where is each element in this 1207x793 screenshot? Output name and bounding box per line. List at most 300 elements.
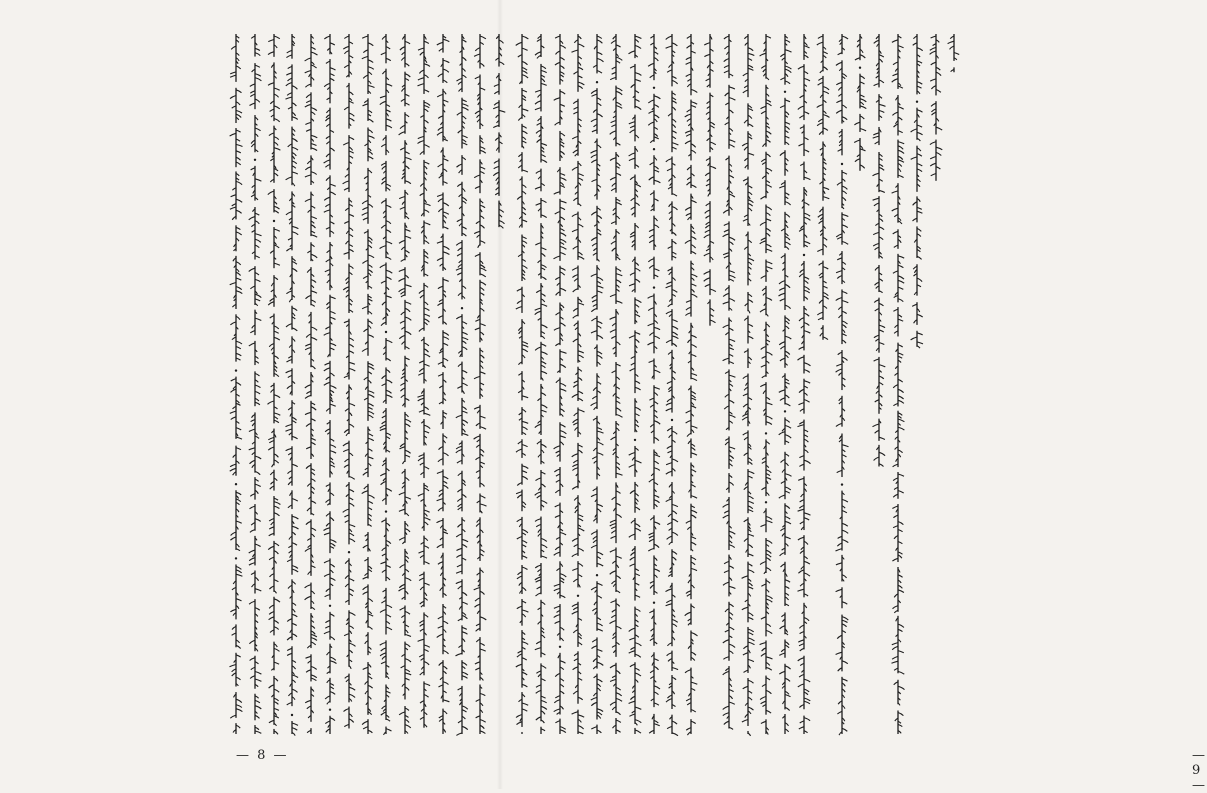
letter-stroke xyxy=(362,306,368,308)
letter-stroke xyxy=(330,317,336,319)
letter-stroke xyxy=(748,108,753,110)
letter-stroke xyxy=(424,431,429,433)
letter-stroke xyxy=(541,155,546,157)
letter-stroke xyxy=(893,478,898,481)
letter-stroke xyxy=(311,327,317,330)
letter-stroke xyxy=(344,429,349,432)
letter-stroke xyxy=(574,630,579,633)
letter-stroke xyxy=(311,501,316,504)
letter-stroke xyxy=(748,583,753,586)
letter-stroke xyxy=(892,79,898,83)
letter-stroke xyxy=(686,307,691,310)
letter-stroke xyxy=(455,581,461,583)
script-glyphs xyxy=(228,30,244,734)
letter-stroke xyxy=(560,727,566,730)
letter-stroke xyxy=(292,161,297,164)
letter-stroke xyxy=(368,265,372,268)
letter-stroke xyxy=(837,536,841,538)
letter-stroke xyxy=(522,220,527,222)
letter-stroke xyxy=(541,472,545,474)
letter-stroke xyxy=(274,580,278,582)
letter-stroke xyxy=(654,544,659,547)
letter-stroke xyxy=(424,308,429,311)
letter-stroke xyxy=(742,73,747,76)
letter-stroke xyxy=(443,100,448,102)
letter-stroke xyxy=(522,556,527,559)
letter-stroke xyxy=(368,415,373,418)
punctuation-mark xyxy=(596,81,598,83)
letter-stroke xyxy=(230,464,236,467)
letter-stroke xyxy=(898,256,904,258)
letter-stroke xyxy=(311,528,316,531)
letter-stroke xyxy=(311,47,316,50)
text-column xyxy=(589,30,605,734)
letter-stroke xyxy=(555,51,560,54)
letter-stroke xyxy=(381,562,387,564)
letter-stroke xyxy=(898,389,904,392)
letter-stroke xyxy=(268,617,273,620)
letter-stroke xyxy=(898,530,903,532)
letter-stroke xyxy=(860,76,865,79)
letter-stroke xyxy=(560,661,566,664)
letter-stroke xyxy=(912,218,917,221)
letter-stroke xyxy=(555,696,560,698)
letter-stroke xyxy=(874,457,879,460)
letter-stroke xyxy=(405,181,411,184)
letter-stroke xyxy=(837,635,842,638)
letter-stroke xyxy=(704,43,710,46)
letter-stroke xyxy=(330,451,336,454)
letter-stroke xyxy=(898,427,904,430)
letter-stroke xyxy=(842,624,847,627)
letter-stroke xyxy=(860,106,866,109)
letter-stroke xyxy=(560,91,565,94)
letter-stroke xyxy=(649,539,654,542)
letter-stroke xyxy=(591,308,597,311)
letter-stroke xyxy=(362,586,367,589)
letter-stroke xyxy=(616,102,622,105)
letter-stroke xyxy=(305,71,311,73)
letter-stroke xyxy=(249,460,255,464)
letter-stroke xyxy=(327,701,330,704)
letter-stroke xyxy=(535,101,541,104)
letter-stroke xyxy=(462,383,468,386)
letter-stroke xyxy=(842,186,847,189)
letter-stroke xyxy=(748,336,753,339)
letter-stroke xyxy=(248,217,254,220)
letter-stroke xyxy=(779,390,785,393)
letter-stroke xyxy=(798,403,804,405)
letter-stroke xyxy=(592,639,597,642)
letter-stroke xyxy=(248,448,254,450)
letter-stroke xyxy=(704,271,710,274)
letter-stroke xyxy=(654,327,660,329)
letter-stroke xyxy=(574,607,579,610)
letter-stroke xyxy=(343,143,349,146)
letter-stroke xyxy=(704,278,710,282)
letter-stroke xyxy=(893,403,898,405)
letter-stroke xyxy=(874,203,879,206)
letter-stroke xyxy=(462,75,466,78)
letter-stroke xyxy=(560,201,567,203)
letter-stroke xyxy=(667,726,672,728)
letter-stroke xyxy=(255,385,261,388)
letter-stroke xyxy=(691,633,698,637)
letter-stroke xyxy=(766,213,770,216)
letter-stroke xyxy=(399,712,405,715)
letter-stroke xyxy=(255,128,261,131)
letter-stroke xyxy=(742,143,748,146)
letter-stroke xyxy=(292,308,297,311)
letter-stroke xyxy=(591,697,597,700)
letter-stroke xyxy=(286,97,293,99)
punctuation-mark xyxy=(652,286,654,288)
letter-stroke xyxy=(893,526,898,528)
letter-stroke xyxy=(578,515,583,517)
text-column xyxy=(721,30,737,734)
letter-stroke xyxy=(250,168,254,170)
letter-stroke xyxy=(386,110,391,112)
letter-stroke xyxy=(386,433,391,435)
letter-stroke xyxy=(236,151,241,153)
letter-stroke xyxy=(438,362,443,364)
letter-stroke xyxy=(610,665,616,668)
letter-stroke xyxy=(380,653,386,656)
letter-stroke xyxy=(236,157,241,160)
letter-stroke xyxy=(386,84,392,86)
letter-stroke xyxy=(424,145,430,148)
letter-stroke xyxy=(630,126,635,128)
letter-stroke xyxy=(386,296,392,298)
letter-stroke xyxy=(842,445,849,447)
letter-stroke xyxy=(311,52,318,55)
letter-stroke xyxy=(823,187,829,189)
letter-stroke xyxy=(541,545,547,548)
letter-stroke xyxy=(597,428,602,430)
letter-stroke xyxy=(879,376,884,379)
letter-stroke xyxy=(936,167,940,169)
letter-stroke xyxy=(361,491,367,494)
letter-stroke xyxy=(611,527,616,529)
letter-stroke xyxy=(403,461,406,464)
letter-stroke xyxy=(274,245,279,248)
letter-stroke xyxy=(292,436,298,439)
letter-stroke xyxy=(381,281,386,283)
letter-stroke xyxy=(842,225,848,228)
letter-stroke xyxy=(405,347,410,350)
letter-stroke xyxy=(804,689,809,692)
script-glyphs xyxy=(397,30,413,734)
letter-stroke xyxy=(760,309,766,312)
letter-stroke xyxy=(855,140,861,143)
letter-stroke xyxy=(729,175,734,178)
letter-stroke xyxy=(269,557,274,560)
letter-stroke xyxy=(780,626,785,629)
letter-stroke xyxy=(560,104,565,106)
letter-stroke xyxy=(635,730,641,733)
letter-stroke xyxy=(649,730,654,733)
letter-stroke xyxy=(804,323,809,326)
letter-stroke xyxy=(917,342,923,344)
letter-stroke xyxy=(597,649,602,651)
letter-stroke xyxy=(349,137,354,140)
letter-stroke xyxy=(823,128,828,131)
letter-stroke xyxy=(879,325,885,328)
letter-stroke xyxy=(325,721,330,724)
letter-stroke xyxy=(635,609,640,612)
letter-stroke xyxy=(616,514,622,517)
letter-stroke xyxy=(368,407,373,409)
letter-stroke xyxy=(804,177,810,179)
letter-stroke xyxy=(274,543,279,546)
letter-stroke xyxy=(873,243,879,246)
letter-stroke xyxy=(817,42,823,45)
letter-stroke xyxy=(405,497,411,499)
letter-stroke xyxy=(249,658,254,661)
letter-stroke xyxy=(255,234,262,236)
letter-stroke xyxy=(405,725,411,728)
letter-stroke xyxy=(231,389,237,392)
letter-stroke xyxy=(424,354,430,357)
letter-stroke xyxy=(729,144,735,147)
letter-stroke xyxy=(629,130,634,133)
letter-stroke xyxy=(424,105,429,107)
letter-stroke xyxy=(724,71,729,73)
letter-stroke xyxy=(560,730,566,733)
letter-stroke xyxy=(799,274,804,278)
letter-stroke xyxy=(269,109,273,111)
letter-stroke xyxy=(443,227,448,229)
letter-stroke xyxy=(462,407,467,410)
letter-stroke xyxy=(766,568,771,571)
letter-stroke xyxy=(522,61,528,64)
letter-stroke xyxy=(522,703,528,705)
letter-stroke xyxy=(274,106,280,109)
letter-stroke xyxy=(766,710,771,713)
letter-stroke xyxy=(798,537,804,540)
letter-stroke xyxy=(743,646,748,649)
letter-stroke xyxy=(536,130,541,133)
letter-stroke xyxy=(672,733,678,736)
letter-stroke xyxy=(457,253,462,256)
letter-stroke xyxy=(910,129,916,132)
letter-stroke xyxy=(722,234,728,237)
letter-stroke xyxy=(672,511,677,514)
letter-stroke xyxy=(349,687,355,690)
letter-stroke xyxy=(255,53,260,56)
letter-stroke xyxy=(287,702,292,705)
letter-stroke xyxy=(457,184,462,187)
letter-stroke xyxy=(668,643,673,646)
letter-stroke xyxy=(672,459,678,462)
letter-stroke xyxy=(236,570,242,573)
letter-stroke xyxy=(462,494,466,497)
letter-stroke xyxy=(578,256,584,259)
letter-stroke xyxy=(386,125,392,128)
letter-stroke xyxy=(898,353,903,355)
letter-stroke xyxy=(462,706,468,709)
letter-stroke xyxy=(687,182,692,185)
letter-stroke xyxy=(578,82,584,85)
letter-stroke xyxy=(879,167,884,170)
letter-stroke xyxy=(522,342,528,345)
letter-stroke xyxy=(267,401,274,404)
letter-stroke xyxy=(437,94,443,97)
letter-stroke xyxy=(560,45,566,48)
letter-stroke xyxy=(516,307,522,310)
letter-stroke xyxy=(597,215,602,218)
letter-stroke xyxy=(729,415,735,418)
script-glyphs xyxy=(627,30,643,734)
letter-stroke xyxy=(724,230,729,232)
letter-stroke xyxy=(541,352,548,355)
letter-stroke xyxy=(785,382,790,384)
letter-stroke xyxy=(368,255,374,258)
letter-stroke xyxy=(478,245,480,248)
letter-stroke xyxy=(616,301,622,304)
script-glyphs xyxy=(871,30,887,734)
letter-stroke xyxy=(438,199,443,202)
letter-stroke xyxy=(724,511,729,514)
letter-stroke xyxy=(424,467,429,470)
letter-stroke xyxy=(647,296,653,299)
letter-stroke xyxy=(560,246,566,249)
letter-stroke xyxy=(480,720,486,723)
letter-stroke xyxy=(311,438,316,440)
letter-stroke xyxy=(522,36,528,39)
letter-stroke xyxy=(592,295,597,298)
letter-stroke xyxy=(287,637,292,640)
letter-stroke xyxy=(516,449,522,452)
letter-stroke xyxy=(306,295,312,298)
letter-stroke xyxy=(306,656,312,658)
letter-stroke xyxy=(255,391,260,394)
letter-stroke xyxy=(368,151,373,154)
script-glyphs xyxy=(570,30,586,734)
letter-stroke xyxy=(610,520,616,523)
letter-stroke xyxy=(362,577,367,579)
letter-stroke xyxy=(516,42,522,45)
script-glyphs xyxy=(247,30,263,734)
letter-stroke xyxy=(766,416,772,419)
letter-stroke xyxy=(591,587,597,590)
letter-stroke xyxy=(560,409,565,412)
punctuation-mark xyxy=(272,220,274,222)
letter-stroke xyxy=(255,318,261,320)
letter-stroke xyxy=(476,628,480,631)
letter-stroke xyxy=(823,115,830,118)
letter-stroke xyxy=(274,698,279,701)
letter-stroke xyxy=(704,253,710,256)
letter-stroke xyxy=(311,566,315,568)
letter-stroke xyxy=(691,426,697,428)
letter-stroke xyxy=(236,382,241,385)
letter-stroke xyxy=(231,532,236,535)
letter-stroke xyxy=(837,149,841,151)
letter-stroke xyxy=(591,274,597,277)
letter-stroke xyxy=(818,263,822,266)
letter-stroke xyxy=(475,186,480,188)
letter-stroke xyxy=(597,583,603,585)
letter-stroke xyxy=(480,591,485,594)
letter-stroke xyxy=(386,221,391,224)
letter-stroke xyxy=(456,555,462,558)
letter-stroke xyxy=(560,574,566,577)
letter-stroke xyxy=(611,222,616,224)
letter-stroke xyxy=(743,670,748,672)
letter-stroke xyxy=(823,296,829,299)
letter-stroke xyxy=(560,173,565,175)
letter-stroke xyxy=(553,709,559,712)
letter-stroke xyxy=(836,82,842,85)
letter-stroke xyxy=(842,511,847,513)
letter-stroke xyxy=(362,667,367,669)
letter-stroke xyxy=(269,344,274,347)
letter-stroke xyxy=(672,343,677,346)
letter-stroke xyxy=(349,589,354,592)
letter-stroke xyxy=(457,489,462,492)
letter-stroke xyxy=(799,115,804,118)
letter-stroke xyxy=(368,411,374,414)
letter-stroke xyxy=(654,495,659,497)
letter-stroke xyxy=(804,313,809,316)
letter-stroke xyxy=(424,102,430,105)
letter-stroke xyxy=(572,604,578,607)
letter-stroke xyxy=(535,519,541,522)
letter-stroke xyxy=(616,730,621,733)
letter-stroke xyxy=(399,278,406,281)
letter-stroke xyxy=(292,614,297,617)
letter-stroke xyxy=(324,210,330,212)
letter-stroke xyxy=(842,291,847,293)
letter-stroke xyxy=(274,337,280,340)
punctuation-mark xyxy=(671,419,673,421)
letter-stroke xyxy=(591,90,597,93)
letter-stroke xyxy=(835,563,841,565)
letter-stroke xyxy=(382,384,386,386)
letter-stroke xyxy=(950,46,955,49)
punctuation-mark xyxy=(784,410,786,412)
letter-stroke xyxy=(349,533,354,536)
letter-stroke xyxy=(635,668,640,670)
letter-stroke xyxy=(462,233,466,236)
letter-stroke xyxy=(418,494,424,497)
letter-stroke xyxy=(236,114,241,117)
letter-stroke xyxy=(597,563,603,566)
letter-stroke xyxy=(541,538,547,541)
letter-stroke xyxy=(592,94,598,96)
letter-stroke xyxy=(722,706,728,709)
letter-stroke xyxy=(723,713,729,716)
letter-stroke xyxy=(578,518,583,521)
letter-stroke xyxy=(541,361,546,364)
letter-stroke xyxy=(597,335,603,338)
letter-stroke xyxy=(705,216,710,219)
letter-stroke xyxy=(457,688,461,690)
letter-stroke xyxy=(748,632,753,635)
letter-stroke xyxy=(555,673,560,676)
letter-stroke xyxy=(362,545,367,548)
letter-stroke xyxy=(305,344,311,346)
letter-stroke xyxy=(268,447,274,450)
letter-stroke xyxy=(898,624,904,627)
letter-stroke xyxy=(555,721,560,723)
text-column xyxy=(397,30,413,734)
letter-stroke xyxy=(269,298,273,301)
letter-stroke xyxy=(249,601,255,604)
letter-stroke xyxy=(349,476,355,479)
letter-stroke xyxy=(330,614,334,617)
